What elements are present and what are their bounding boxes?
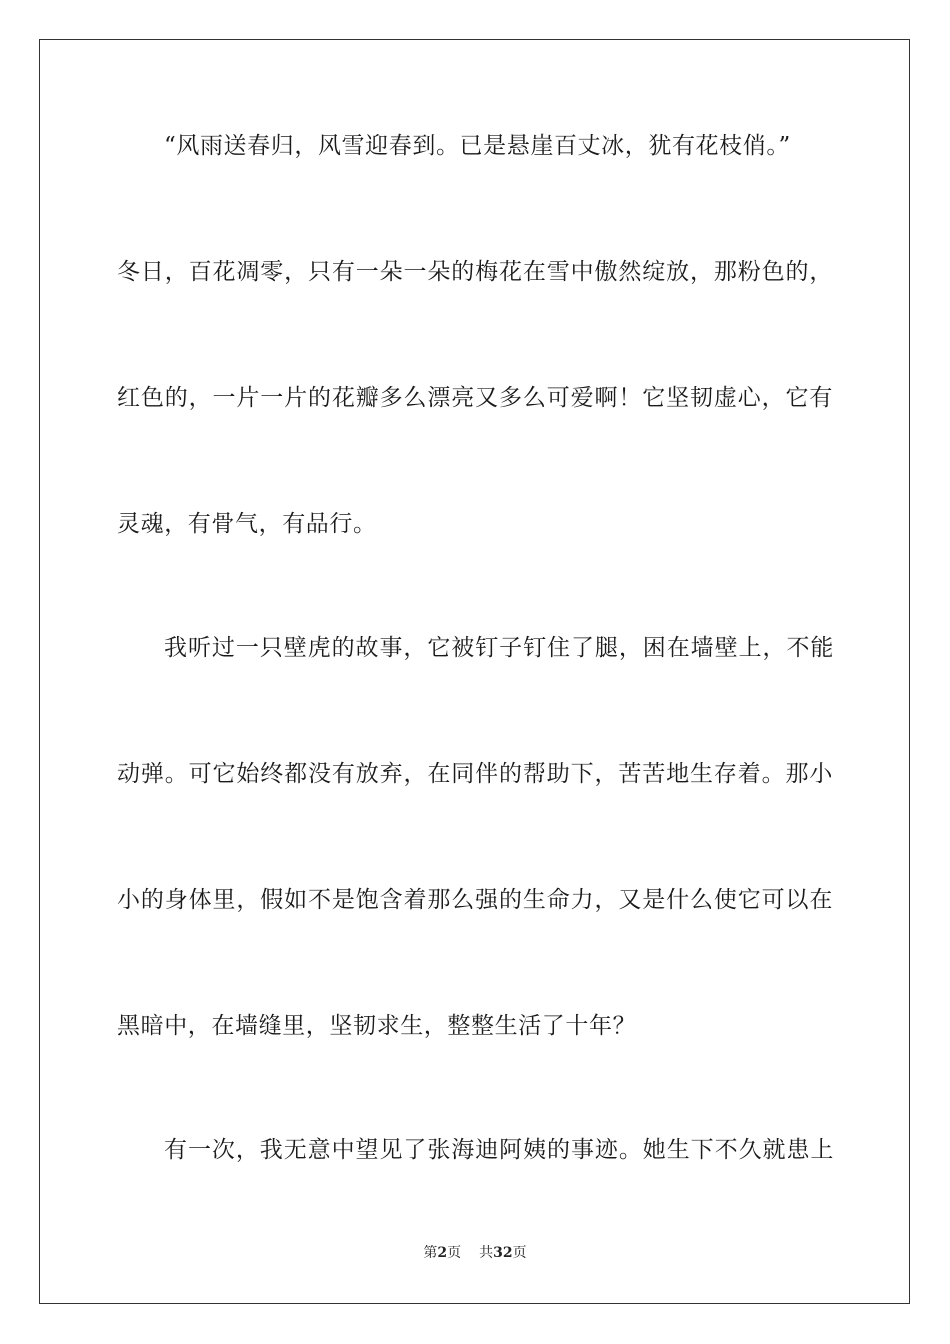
paragraph-line: 动弹。可它始终都没有放弃，在同伴的帮助下，苦苦地生存着。那小: [117, 761, 833, 787]
paragraph-line: 我听过一只壁虎的故事，它被钉子钉住了腿，困在墙壁上，不能: [164, 635, 834, 661]
paragraph-line: 冬日，百花凋零，只有一朵一朵的梅花在雪中傲然绽放，那粉色的，: [117, 259, 833, 285]
paragraph-line: “风雨送春归，风雪迎春到。已是悬崖百丈冰，犹有花枝俏。”: [164, 133, 791, 159]
total-pages: 32: [493, 1245, 513, 1261]
page-suffix: 页: [447, 1245, 462, 1261]
page-prefix: 第: [423, 1245, 438, 1261]
paragraph-line: 黑暗中，在墙缝里，坚韧求生，整整生活了十年？: [117, 1013, 637, 1039]
paragraph-line: 有一次，我无意中望见了张海迪阿姨的事迹。她生下不久就患上: [164, 1137, 834, 1163]
page-footer: [0, 1244, 950, 1262]
page-number: 2: [437, 1245, 448, 1261]
paragraph-line: 小的身体里，假如不是饱含着那么强的生命力，又是什么使它可以在: [117, 887, 833, 913]
total-suffix: 页: [512, 1245, 527, 1261]
paragraph-line: 红色的，一片一片的花瓣多么漂亮又多么可爱啊！它坚韧虚心，它有: [117, 385, 833, 411]
paragraph-line: 灵魂，有骨气，有品行。: [117, 511, 377, 537]
total-prefix: 共: [479, 1245, 494, 1261]
page-border: [39, 39, 910, 1304]
